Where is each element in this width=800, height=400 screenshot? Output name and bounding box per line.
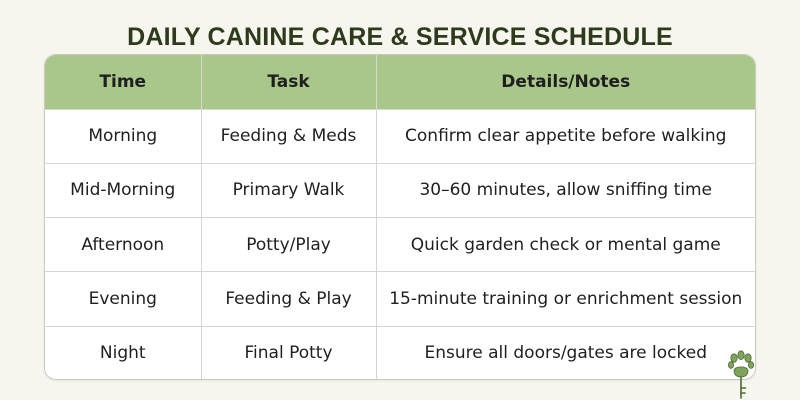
paw-key-icon (727, 350, 755, 400)
time-cell: Morning (45, 109, 201, 163)
page-title: DAILY CANINE CARE & SERVICE SCHEDULE (127, 22, 673, 51)
table-row (45, 109, 755, 163)
time-cell: Night (45, 326, 201, 379)
task-cell: Primary Walk (201, 163, 376, 217)
details-cell: Ensure all doors/gates are locked (376, 326, 755, 379)
time-cell: Mid-Morning (45, 163, 201, 217)
table-row (45, 326, 755, 379)
task-cell: Feeding & Play (201, 272, 376, 326)
table-row (45, 163, 755, 217)
details-cell: Quick garden check or mental game (376, 218, 755, 272)
table-row (45, 272, 755, 326)
details-cell: 15-minute training or enrichment session (376, 272, 755, 326)
details-cell: Confirm clear appetite before walking (376, 109, 755, 163)
schedule-table (44, 54, 756, 380)
column-header-task: Task (201, 55, 376, 109)
details-cell: 30–60 minutes, allow sniffing time (376, 163, 755, 217)
task-cell: Feeding & Meds (201, 109, 376, 163)
table-header-row (45, 55, 755, 109)
time-cell: Evening (45, 272, 201, 326)
task-cell: Potty/Play (201, 218, 376, 272)
column-header-details: Details/Notes (376, 55, 755, 109)
task-cell: Final Potty (201, 326, 376, 379)
column-header-time: Time (45, 55, 201, 109)
table-row (45, 218, 755, 272)
time-cell: Afternoon (45, 218, 201, 272)
